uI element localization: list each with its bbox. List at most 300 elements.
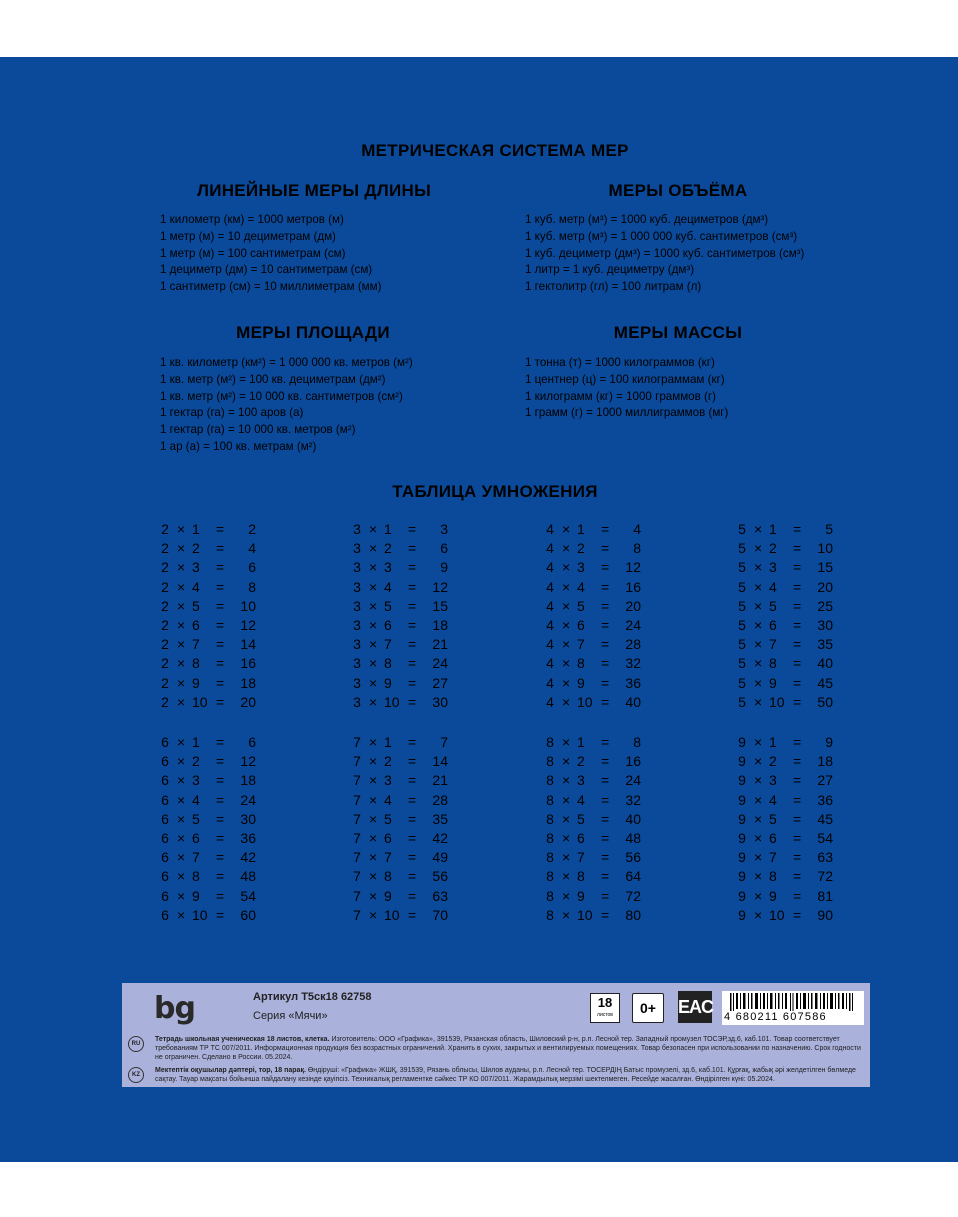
product-result: 36 bbox=[240, 829, 256, 846]
equals-sign: = bbox=[408, 849, 417, 866]
multiplicand: 9 bbox=[738, 887, 746, 904]
equals-sign: = bbox=[408, 540, 417, 557]
product-result: 36 bbox=[817, 791, 833, 808]
product-result: 80 bbox=[625, 906, 641, 923]
barcode-number: 4 680211 607586 bbox=[724, 1011, 827, 1023]
equals-sign: = bbox=[408, 616, 417, 633]
product-result: 9 bbox=[825, 734, 833, 750]
multiplier: 9 bbox=[577, 887, 585, 904]
equals-sign: = bbox=[408, 674, 417, 691]
equals-sign: = bbox=[408, 753, 417, 770]
main-title: МЕТРИЧЕСКАЯ СИСТЕМА МЕР bbox=[361, 141, 629, 160]
equals-sign: = bbox=[793, 734, 802, 750]
product-result: 24 bbox=[240, 791, 256, 808]
multiplier: 9 bbox=[577, 674, 585, 691]
equals-sign: = bbox=[216, 734, 225, 750]
multiplicand: 5 bbox=[738, 674, 746, 691]
area-line: 1 кв. метр (м²) = 100 кв. дециметрам (дм²) bbox=[160, 372, 386, 386]
times-sign: × bbox=[562, 578, 571, 595]
product-result: 60 bbox=[240, 906, 256, 923]
times-sign: × bbox=[177, 559, 186, 576]
times-sign: × bbox=[369, 753, 378, 770]
multiplicand: 3 bbox=[353, 674, 361, 691]
article-number: Артикул Т5ск18 62758 bbox=[253, 991, 372, 1003]
multiplicand: 3 bbox=[353, 521, 361, 537]
equals-sign: = bbox=[793, 810, 802, 827]
multiplier: 2 bbox=[577, 753, 585, 770]
multiplier: 1 bbox=[577, 734, 585, 750]
times-sign: × bbox=[369, 597, 378, 614]
series-name: Серия «Мячи» bbox=[253, 1010, 328, 1022]
product-result: 21 bbox=[432, 772, 448, 789]
multiplicand: 4 bbox=[546, 559, 554, 576]
product-result: 12 bbox=[432, 578, 448, 595]
multiplier: 10 bbox=[577, 906, 593, 923]
multiplier: 10 bbox=[384, 906, 400, 923]
equals-sign: = bbox=[793, 693, 802, 710]
multiplier: 6 bbox=[577, 829, 585, 846]
times-sign: × bbox=[177, 868, 186, 885]
product-result: 30 bbox=[817, 616, 833, 633]
barcode-bars-icon bbox=[730, 993, 856, 1011]
multiplicand: 7 bbox=[353, 906, 361, 923]
kz-legal-title: Мектептік оқушылар дәптері, тор, 18 парақ. bbox=[155, 1067, 306, 1074]
multiplier: 9 bbox=[192, 887, 200, 904]
product-result: 36 bbox=[625, 674, 641, 691]
times-sign: × bbox=[562, 521, 571, 537]
mass-section-lines bbox=[525, 355, 728, 422]
times-sign: × bbox=[369, 906, 378, 923]
times-sign: × bbox=[369, 887, 378, 904]
times-sign: × bbox=[754, 693, 763, 710]
multiplicand: 6 bbox=[161, 906, 169, 923]
product-result: 72 bbox=[625, 887, 641, 904]
multiplier: 6 bbox=[384, 616, 392, 633]
times-sign: × bbox=[562, 849, 571, 866]
multiplicand: 6 bbox=[161, 810, 169, 827]
multiplier: 3 bbox=[384, 772, 392, 789]
multiplicand: 9 bbox=[738, 906, 746, 923]
volume-line: 1 куб. дециметр (дм³) = 1000 куб. сантиметров (см³) bbox=[525, 246, 805, 260]
product-result: 28 bbox=[625, 636, 641, 653]
equals-sign: = bbox=[408, 868, 417, 885]
times-sign: × bbox=[754, 829, 763, 846]
product-result: 72 bbox=[817, 868, 833, 885]
multiplicand: 4 bbox=[546, 540, 554, 557]
equals-sign: = bbox=[601, 559, 610, 576]
sheets-word: листов bbox=[597, 1012, 613, 1018]
product-result: 30 bbox=[432, 693, 448, 710]
multiplier: 4 bbox=[577, 578, 585, 595]
multiplier: 4 bbox=[384, 578, 392, 595]
equals-sign: = bbox=[601, 849, 610, 866]
eac-mark-icon: EAC bbox=[678, 991, 712, 1023]
multiplicand: 5 bbox=[738, 559, 746, 576]
times-sign: × bbox=[754, 521, 763, 537]
ru-language-tag: RU bbox=[128, 1036, 144, 1052]
times-sign: × bbox=[754, 810, 763, 827]
multiplicand: 5 bbox=[738, 578, 746, 595]
area-line: 1 ар (а) = 100 кв. метрам (м²) bbox=[160, 439, 317, 453]
multiplier: 9 bbox=[769, 674, 777, 691]
times-sign: × bbox=[562, 693, 571, 710]
product-result: 15 bbox=[432, 597, 448, 614]
equals-sign: = bbox=[793, 887, 802, 904]
times-sign: × bbox=[177, 655, 186, 672]
equals-sign: = bbox=[601, 734, 610, 750]
multiplicand: 7 bbox=[353, 887, 361, 904]
multiplicand: 6 bbox=[161, 734, 169, 750]
times-sign: × bbox=[562, 753, 571, 770]
product-result: 40 bbox=[625, 693, 641, 710]
equals-sign: = bbox=[601, 772, 610, 789]
multiplier: 1 bbox=[384, 521, 392, 537]
multiplicand: 9 bbox=[738, 849, 746, 866]
area-line: 1 гектар (га) = 100 аров (а) bbox=[160, 406, 304, 420]
product-result: 54 bbox=[240, 887, 256, 904]
multiplier: 8 bbox=[384, 868, 392, 885]
times-sign: × bbox=[369, 674, 378, 691]
equals-sign: = bbox=[216, 829, 225, 846]
volume-line: 1 гектолитр (гл) = 100 литрам (л) bbox=[525, 280, 702, 294]
multiplicand: 2 bbox=[161, 655, 169, 672]
multiplier: 5 bbox=[769, 597, 777, 614]
multiplicand: 6 bbox=[161, 849, 169, 866]
multiplier: 7 bbox=[577, 849, 585, 866]
equals-sign: = bbox=[216, 906, 225, 923]
equals-sign: = bbox=[793, 636, 802, 653]
times-sign: × bbox=[754, 887, 763, 904]
multiplier: 5 bbox=[384, 810, 392, 827]
product-result: 6 bbox=[440, 540, 448, 557]
multiplier: 8 bbox=[192, 655, 200, 672]
times-sign: × bbox=[562, 906, 571, 923]
multiplication-title: ТАБЛИЦА УМНОЖЕНИЯ bbox=[392, 482, 598, 501]
multiplicand: 7 bbox=[353, 810, 361, 827]
multiplier: 10 bbox=[769, 906, 785, 923]
times-sign: × bbox=[562, 810, 571, 827]
equals-sign: = bbox=[408, 829, 417, 846]
product-result: 10 bbox=[240, 597, 256, 614]
product-result: 9 bbox=[440, 559, 448, 576]
multiplicand: 3 bbox=[353, 616, 361, 633]
times-sign: × bbox=[754, 655, 763, 672]
volume-section-lines bbox=[525, 212, 804, 296]
product-result: 18 bbox=[240, 674, 256, 691]
multiplicand: 9 bbox=[738, 868, 746, 885]
product-result: 35 bbox=[817, 636, 833, 653]
multiplier: 7 bbox=[192, 849, 200, 866]
times-sign: × bbox=[177, 597, 186, 614]
multiplicand: 4 bbox=[546, 655, 554, 672]
multiplicand: 9 bbox=[738, 810, 746, 827]
product-result: 70 bbox=[432, 906, 448, 923]
product-result: 6 bbox=[248, 734, 256, 750]
multiplicand: 5 bbox=[738, 616, 746, 633]
equals-sign: = bbox=[216, 674, 225, 691]
multiplier: 6 bbox=[577, 616, 585, 633]
product-result: 50 bbox=[817, 693, 833, 710]
multiplicand: 6 bbox=[161, 887, 169, 904]
multiplier: 2 bbox=[384, 540, 392, 557]
times-sign: × bbox=[754, 674, 763, 691]
multiplier: 10 bbox=[769, 693, 785, 710]
mass-line: 1 центнер (ц) = 100 килограммам (кг) bbox=[525, 372, 725, 386]
mass-line: 1 грамм (г) = 1000 миллиграммов (мг) bbox=[525, 406, 729, 420]
times-sign: × bbox=[369, 791, 378, 808]
product-result: 25 bbox=[817, 597, 833, 614]
product-result: 30 bbox=[240, 810, 256, 827]
times-sign: × bbox=[562, 791, 571, 808]
multiplicand: 9 bbox=[738, 753, 746, 770]
times-sign: × bbox=[562, 597, 571, 614]
times-sign: × bbox=[369, 616, 378, 633]
times-sign: × bbox=[562, 887, 571, 904]
times-sign: × bbox=[177, 578, 186, 595]
product-result: 20 bbox=[240, 693, 256, 710]
barcode bbox=[722, 991, 864, 1025]
length-line: 1 дециметр (дм) = 10 сантиметрам (см) bbox=[160, 263, 373, 277]
equals-sign: = bbox=[793, 906, 802, 923]
product-result: 45 bbox=[817, 674, 833, 691]
multiplier: 10 bbox=[577, 693, 593, 710]
product-result: 27 bbox=[432, 674, 448, 691]
multiplier: 8 bbox=[577, 868, 585, 885]
equals-sign: = bbox=[601, 693, 610, 710]
multiplier: 3 bbox=[769, 559, 777, 576]
multiplicand: 3 bbox=[353, 559, 361, 576]
multiplier: 3 bbox=[192, 559, 200, 576]
length-section-lines bbox=[160, 212, 381, 296]
product-result: 40 bbox=[817, 655, 833, 672]
equals-sign: = bbox=[408, 734, 417, 750]
times-sign: × bbox=[562, 540, 571, 557]
product-result: 12 bbox=[240, 616, 256, 633]
equals-sign: = bbox=[601, 829, 610, 846]
product-result: 45 bbox=[817, 810, 833, 827]
equals-sign: = bbox=[601, 616, 610, 633]
multiplicand: 7 bbox=[353, 772, 361, 789]
multiplier: 4 bbox=[192, 578, 200, 595]
times-sign: × bbox=[754, 616, 763, 633]
area-section-title: МЕРЫ ПЛОЩАДИ bbox=[236, 323, 390, 342]
multiplicand: 9 bbox=[738, 772, 746, 789]
product-result: 3 bbox=[440, 521, 448, 537]
multiplicand: 6 bbox=[161, 829, 169, 846]
product-result: 8 bbox=[633, 540, 641, 557]
equals-sign: = bbox=[601, 674, 610, 691]
times-sign: × bbox=[562, 616, 571, 633]
product-result: 56 bbox=[625, 849, 641, 866]
times-sign: × bbox=[369, 540, 378, 557]
multiplier: 6 bbox=[384, 829, 392, 846]
product-result: 7 bbox=[440, 734, 448, 750]
ru-legal-text bbox=[155, 1035, 867, 1062]
multiplier: 8 bbox=[769, 868, 777, 885]
times-sign: × bbox=[177, 540, 186, 557]
times-sign: × bbox=[369, 636, 378, 653]
product-result: 18 bbox=[817, 753, 833, 770]
multiplier: 2 bbox=[769, 753, 777, 770]
equals-sign: = bbox=[408, 791, 417, 808]
brand-logo: bg bbox=[154, 991, 195, 1026]
product-result: 16 bbox=[625, 753, 641, 770]
age-rating-badge: 0+ bbox=[632, 993, 664, 1023]
times-sign: × bbox=[562, 868, 571, 885]
product-result: 81 bbox=[817, 887, 833, 904]
multiplicand: 2 bbox=[161, 578, 169, 595]
multiplicand: 7 bbox=[353, 868, 361, 885]
times-sign: × bbox=[754, 906, 763, 923]
equals-sign: = bbox=[408, 655, 417, 672]
multiplicand: 5 bbox=[738, 597, 746, 614]
sheets-count-badge bbox=[590, 993, 620, 1023]
times-sign: × bbox=[177, 791, 186, 808]
equals-sign: = bbox=[216, 655, 225, 672]
multiplicand: 9 bbox=[738, 791, 746, 808]
equals-sign: = bbox=[793, 849, 802, 866]
times-sign: × bbox=[754, 578, 763, 595]
times-sign: × bbox=[562, 829, 571, 846]
equals-sign: = bbox=[601, 578, 610, 595]
equals-sign: = bbox=[216, 559, 225, 576]
times-sign: × bbox=[177, 810, 186, 827]
product-result: 24 bbox=[625, 772, 641, 789]
product-result: 10 bbox=[817, 540, 833, 557]
times-sign: × bbox=[754, 753, 763, 770]
equals-sign: = bbox=[408, 810, 417, 827]
multiplier: 7 bbox=[769, 636, 777, 653]
length-section-title: ЛИНЕЙНЫЕ МЕРЫ ДЛИНЫ bbox=[196, 181, 432, 200]
multiplier: 6 bbox=[192, 616, 200, 633]
multiplicand: 8 bbox=[546, 887, 554, 904]
times-sign: × bbox=[177, 829, 186, 846]
times-sign: × bbox=[754, 540, 763, 557]
multiplicand: 9 bbox=[738, 829, 746, 846]
multiplier: 5 bbox=[192, 810, 200, 827]
kz-legal-body: Өндіруші: «Графика» ЖШҚ, 391539, Рязань облысы, Шилов ауданы, р.п. Лесной тер. ТОСЕРДІҢ Батыс промузелі, зд.6, каб.101. Құрғақ, жабық әрі желдетілген бөлмеде сақтау. Тауар мақсаты бойынша пайдалану кезінде қауіпсіз. Техникалық регламентке сәйкес ТР КО 007/2011. Жарамдылық мерзімі шектелмеген. Ресейде жасалған. Өндірілген күні: 05.2024. bbox=[155, 1067, 856, 1083]
equals-sign: = bbox=[408, 636, 417, 653]
multiplier: 7 bbox=[577, 636, 585, 653]
product-result: 15 bbox=[817, 559, 833, 576]
equals-sign: = bbox=[216, 772, 225, 789]
product-result: 40 bbox=[625, 810, 641, 827]
multiplier: 4 bbox=[577, 791, 585, 808]
volume-line: 1 литр = 1 куб. дециметру (дм³) bbox=[525, 263, 695, 277]
volume-line: 1 куб. метр (м³) = 1000 куб. дециметров (дм³) bbox=[525, 213, 769, 226]
multiplier: 5 bbox=[577, 810, 585, 827]
multiplier: 4 bbox=[769, 578, 777, 595]
equals-sign: = bbox=[216, 540, 225, 557]
equals-sign: = bbox=[601, 597, 610, 614]
multiplicand: 6 bbox=[161, 791, 169, 808]
kz-legal-text bbox=[155, 1066, 867, 1084]
times-sign: × bbox=[562, 655, 571, 672]
product-result: 5 bbox=[825, 521, 833, 537]
multiplicand: 2 bbox=[161, 693, 169, 710]
multiplicand: 8 bbox=[546, 810, 554, 827]
multiplier: 8 bbox=[577, 655, 585, 672]
times-sign: × bbox=[562, 772, 571, 789]
times-sign: × bbox=[754, 791, 763, 808]
times-sign: × bbox=[369, 810, 378, 827]
product-result: 16 bbox=[240, 655, 256, 672]
product-result: 21 bbox=[432, 636, 448, 653]
times-sign: × bbox=[754, 772, 763, 789]
equals-sign: = bbox=[793, 868, 802, 885]
times-sign: × bbox=[369, 829, 378, 846]
equals-sign: = bbox=[216, 597, 225, 614]
multiplier: 6 bbox=[769, 829, 777, 846]
times-sign: × bbox=[754, 559, 763, 576]
product-result: 16 bbox=[625, 578, 641, 595]
multiplier: 1 bbox=[769, 734, 777, 750]
times-sign: × bbox=[369, 655, 378, 672]
times-sign: × bbox=[177, 887, 186, 904]
product-result: 42 bbox=[432, 829, 448, 846]
product-result: 12 bbox=[625, 559, 641, 576]
equals-sign: = bbox=[216, 887, 225, 904]
equals-sign: = bbox=[793, 559, 802, 576]
multiplicand: 3 bbox=[353, 540, 361, 557]
multiplier: 4 bbox=[384, 791, 392, 808]
area-line: 1 кв. километр (км²) = 1 000 000 кв. метров (м²) bbox=[160, 356, 413, 369]
times-sign: × bbox=[369, 559, 378, 576]
equals-sign: = bbox=[601, 521, 610, 537]
equals-sign: = bbox=[408, 578, 417, 595]
multiplicand: 6 bbox=[161, 772, 169, 789]
equals-sign: = bbox=[216, 791, 225, 808]
product-result: 63 bbox=[817, 849, 833, 866]
multiplier: 3 bbox=[577, 559, 585, 576]
times-sign: × bbox=[754, 868, 763, 885]
multiplier: 9 bbox=[384, 887, 392, 904]
multiplicand: 8 bbox=[546, 734, 554, 750]
multiplier: 10 bbox=[192, 693, 208, 710]
multiplier: 7 bbox=[384, 636, 392, 653]
equals-sign: = bbox=[408, 887, 417, 904]
ru-legal-body: Изготовитель: ООО «Графика», 391539, Рязанская область, Шиловский р-н, р.п. Лесной тер. Западный промузел ТОСЭР,зд.6, каб.101. Товар соответствует требованиям ТР ТС 007/2011. Информационная продукция без возрастных ограничений. Хранить в сухих, закрытых и вентилируемых помещениях. Товар безопасен при использовании по назначению. Срок годности не ограничен. Сделано в России. 05.2024. bbox=[155, 1036, 861, 1061]
sheets-count: 18 bbox=[597, 995, 613, 1010]
times-sign: × bbox=[177, 849, 186, 866]
multiplicand: 6 bbox=[161, 868, 169, 885]
multiplicand: 2 bbox=[161, 559, 169, 576]
times-sign: × bbox=[177, 772, 186, 789]
multiplicand: 4 bbox=[546, 693, 554, 710]
times-sign: × bbox=[177, 906, 186, 923]
multiplicand: 4 bbox=[546, 616, 554, 633]
times-sign: × bbox=[754, 849, 763, 866]
area-line: 1 кв. метр (м²) = 10 000 кв. сантиметров (см²) bbox=[160, 389, 403, 403]
multiplier: 1 bbox=[384, 734, 392, 750]
multiplier: 6 bbox=[192, 829, 200, 846]
multiplier: 4 bbox=[769, 791, 777, 808]
multiplier: 7 bbox=[192, 636, 200, 653]
ru-legal-title: Тетрадь школьная ученическая 18 листов, клетка. bbox=[155, 1036, 330, 1043]
multiplier: 5 bbox=[192, 597, 200, 614]
multiplier: 2 bbox=[192, 540, 200, 557]
multiplier: 2 bbox=[192, 753, 200, 770]
times-sign: × bbox=[369, 868, 378, 885]
multiplier: 7 bbox=[384, 849, 392, 866]
equals-sign: = bbox=[216, 753, 225, 770]
equals-sign: = bbox=[793, 616, 802, 633]
equals-sign: = bbox=[793, 655, 802, 672]
product-result: 54 bbox=[817, 829, 833, 846]
equals-sign: = bbox=[216, 868, 225, 885]
multiplier: 8 bbox=[384, 655, 392, 672]
multiplier: 9 bbox=[384, 674, 392, 691]
